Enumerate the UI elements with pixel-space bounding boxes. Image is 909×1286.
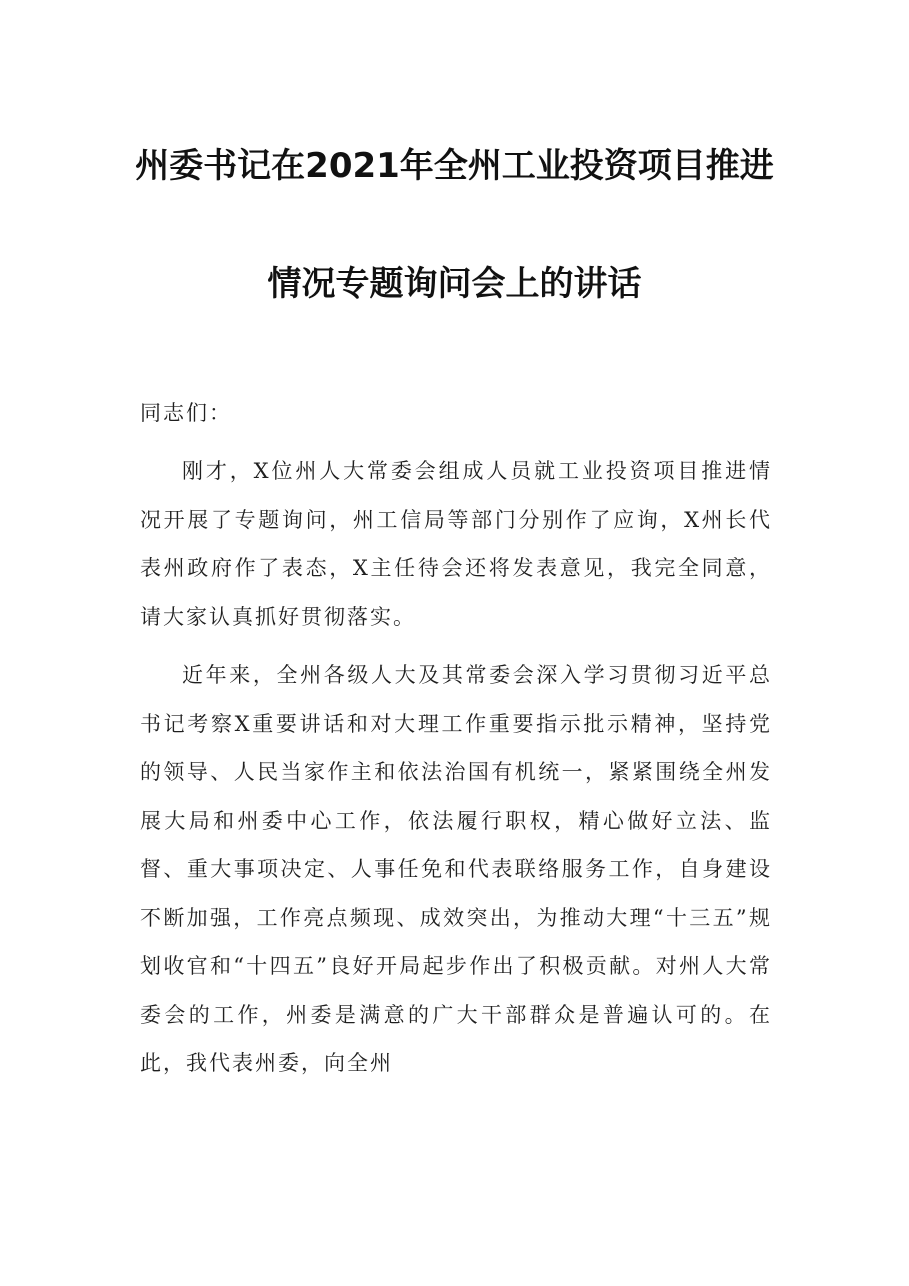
paragraph-1: 刚才，X位州人大常委会组成人员就工业投资项目推进情况开展了专题询问，州工信局等部门分别作了应询，X州长代表州政府作了表态，X主任待会还将发表意见，我完全同意，请大家认真抓好贯彻落实。	[140, 459, 772, 629]
paragraph-2: 近年来，全州各级人大及其常委会深入学习贯彻习近平总书记考察X重要讲话和对大理工作重要指示批示精神，坚持党的领导、人民当家作主和依法治国有机统一，紧紧围绕全州发展大局和州委中心工作，依法履行职权，精心做好立法、监督、重大事项决定、人事任免和代表联络服务工作，自身建设不断加强，工作亮点频现、成效突出，为推动大理“十三五”规划收官和“十四五”良好开局起步作出了积极贡献。对州人大常委会的工作，州委是满意的广大干部群众是普遍认可的。在此，我代表州委，向全州	[140, 663, 772, 1075]
document-title-line-2: 情况专题询问会上的讲话	[267, 264, 642, 304]
greeting: 同志们：	[140, 401, 232, 425]
document-title-line-1: 州委书记在2021年全州工业投资项目推进	[135, 146, 774, 186]
